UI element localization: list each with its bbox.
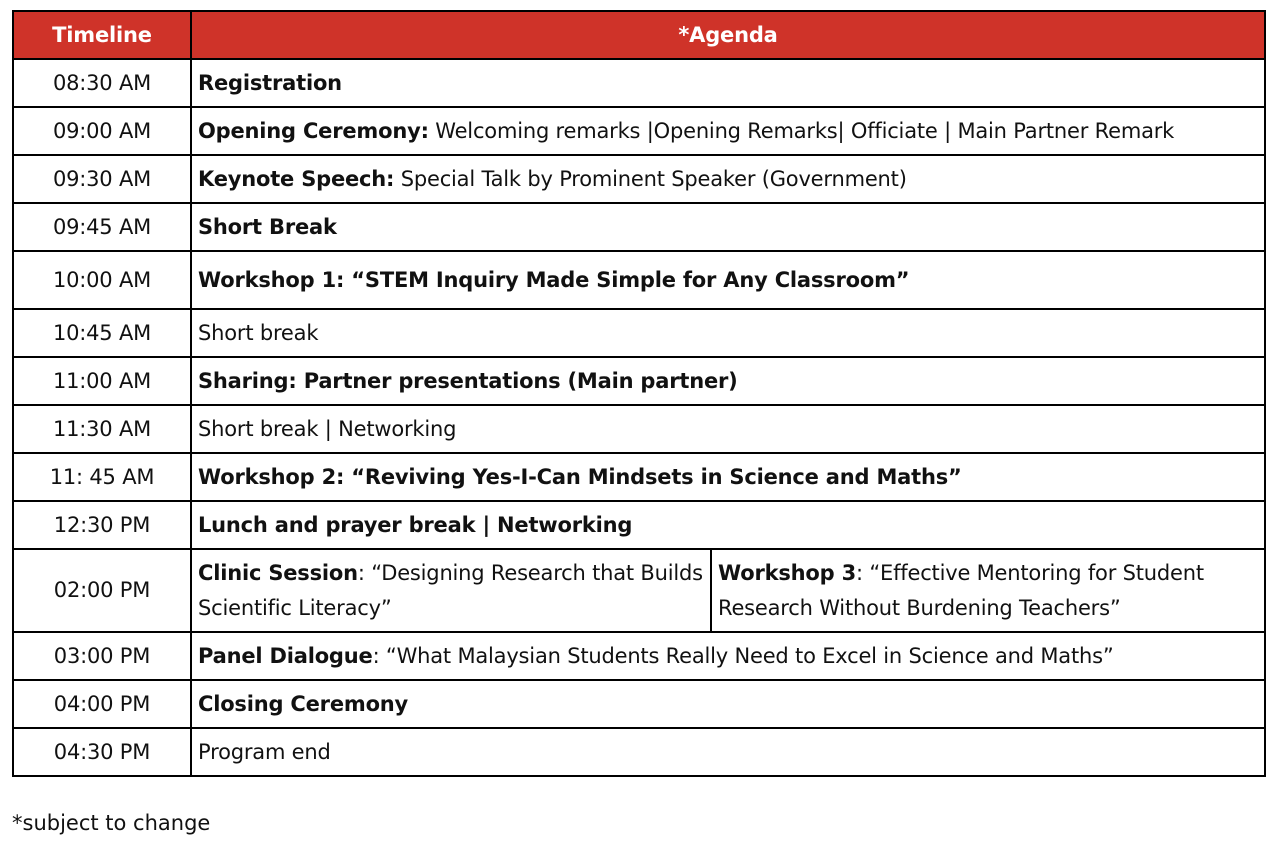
agenda-bold: Workshop 3: [718, 560, 856, 585]
table-row: [13, 203, 1265, 251]
agenda-bold: Short Break: [198, 214, 337, 239]
agenda-text: Short break: [198, 320, 319, 345]
table-row: [13, 680, 1265, 728]
agenda-bold: Closing Ceremony: [198, 691, 409, 716]
agenda-bold: Workshop 1: “STEM Inquiry Made Simple for Any Classroom”: [198, 267, 910, 292]
table-row: [13, 309, 1265, 357]
agenda-table: [12, 10, 1266, 777]
time-cell: 09:45 AM: [13, 203, 191, 251]
table-row: [13, 405, 1265, 453]
agenda-bold: Workshop 2: “Reviving Yes-I-Can Mindsets in Science and Maths”: [198, 464, 962, 489]
agenda-text: Program end: [198, 739, 331, 764]
time-cell: 04:00 PM: [13, 680, 191, 728]
agenda-cell: [191, 728, 1265, 776]
table-row: [13, 155, 1265, 203]
agenda-bold: Registration: [198, 70, 342, 95]
timeline-header: Timeline: [13, 11, 191, 59]
table-row: [13, 59, 1265, 107]
agenda-text: Short break | Networking: [198, 416, 457, 441]
header-row: [13, 11, 1265, 59]
agenda-cell: [191, 309, 1265, 357]
agenda-bold: Lunch and prayer break | Networking: [198, 512, 633, 537]
time-cell: 02:00 PM: [13, 549, 191, 632]
time-cell: 04:30 PM: [13, 728, 191, 776]
time-cell: 11:00 AM: [13, 357, 191, 405]
agenda-cell: [191, 251, 1265, 309]
workshop-3-cell: [711, 549, 1265, 632]
time-cell: 11: 45 AM: [13, 453, 191, 501]
agenda-bold: Opening Ceremony:: [198, 118, 429, 143]
agenda-bold: Sharing: Partner presentations (Main partner): [198, 368, 738, 393]
time-cell: 12:30 PM: [13, 501, 191, 549]
clinic-session-cell: [191, 549, 711, 632]
agenda-cell: [191, 501, 1265, 549]
time-cell: 09:00 AM: [13, 107, 191, 155]
table-row: [13, 357, 1265, 405]
agenda-cell: [191, 680, 1265, 728]
agenda-cell: [191, 357, 1265, 405]
agenda-bold: Panel Dialogue: [198, 643, 373, 668]
agenda-text: : “What Malaysian Students Really Need to Excel in Science and Maths”: [372, 643, 1114, 668]
table-row: [13, 728, 1265, 776]
table-row: [13, 453, 1265, 501]
table-row: [13, 632, 1265, 680]
time-cell: 09:30 AM: [13, 155, 191, 203]
time-cell: 03:00 PM: [13, 632, 191, 680]
agenda-text: Welcoming remarks |Opening Remarks| Officiate | Main Partner Remark: [428, 118, 1175, 143]
agenda-bold: Keynote Speech:: [198, 166, 395, 191]
agenda-cell: [191, 453, 1265, 501]
agenda-cell: [191, 405, 1265, 453]
agenda-cell: [191, 107, 1265, 155]
time-cell: 08:30 AM: [13, 59, 191, 107]
agenda-cell: [191, 632, 1265, 680]
agenda-cell: [191, 155, 1265, 203]
agenda-cell: [191, 59, 1265, 107]
table-row: [13, 107, 1265, 155]
time-cell: 10:00 AM: [13, 251, 191, 309]
agenda-text: : “Designing Research that Builds Scientific Literacy”: [198, 560, 703, 620]
agenda-text: Special Talk by Prominent Speaker (Government): [394, 166, 907, 191]
time-cell: 11:30 AM: [13, 405, 191, 453]
agenda-bold: Clinic Session: [198, 560, 358, 585]
footnote: *subject to change: [12, 811, 211, 835]
agenda-text: : “Effective Mentoring for Student Research Without Burdening Teachers”: [718, 560, 1204, 620]
time-cell: 10:45 AM: [13, 309, 191, 357]
table-row: [13, 501, 1265, 549]
table-row: [13, 549, 1265, 632]
agenda-cell: [191, 203, 1265, 251]
agenda-header: *Agenda: [191, 11, 1265, 59]
table-row: [13, 251, 1265, 309]
